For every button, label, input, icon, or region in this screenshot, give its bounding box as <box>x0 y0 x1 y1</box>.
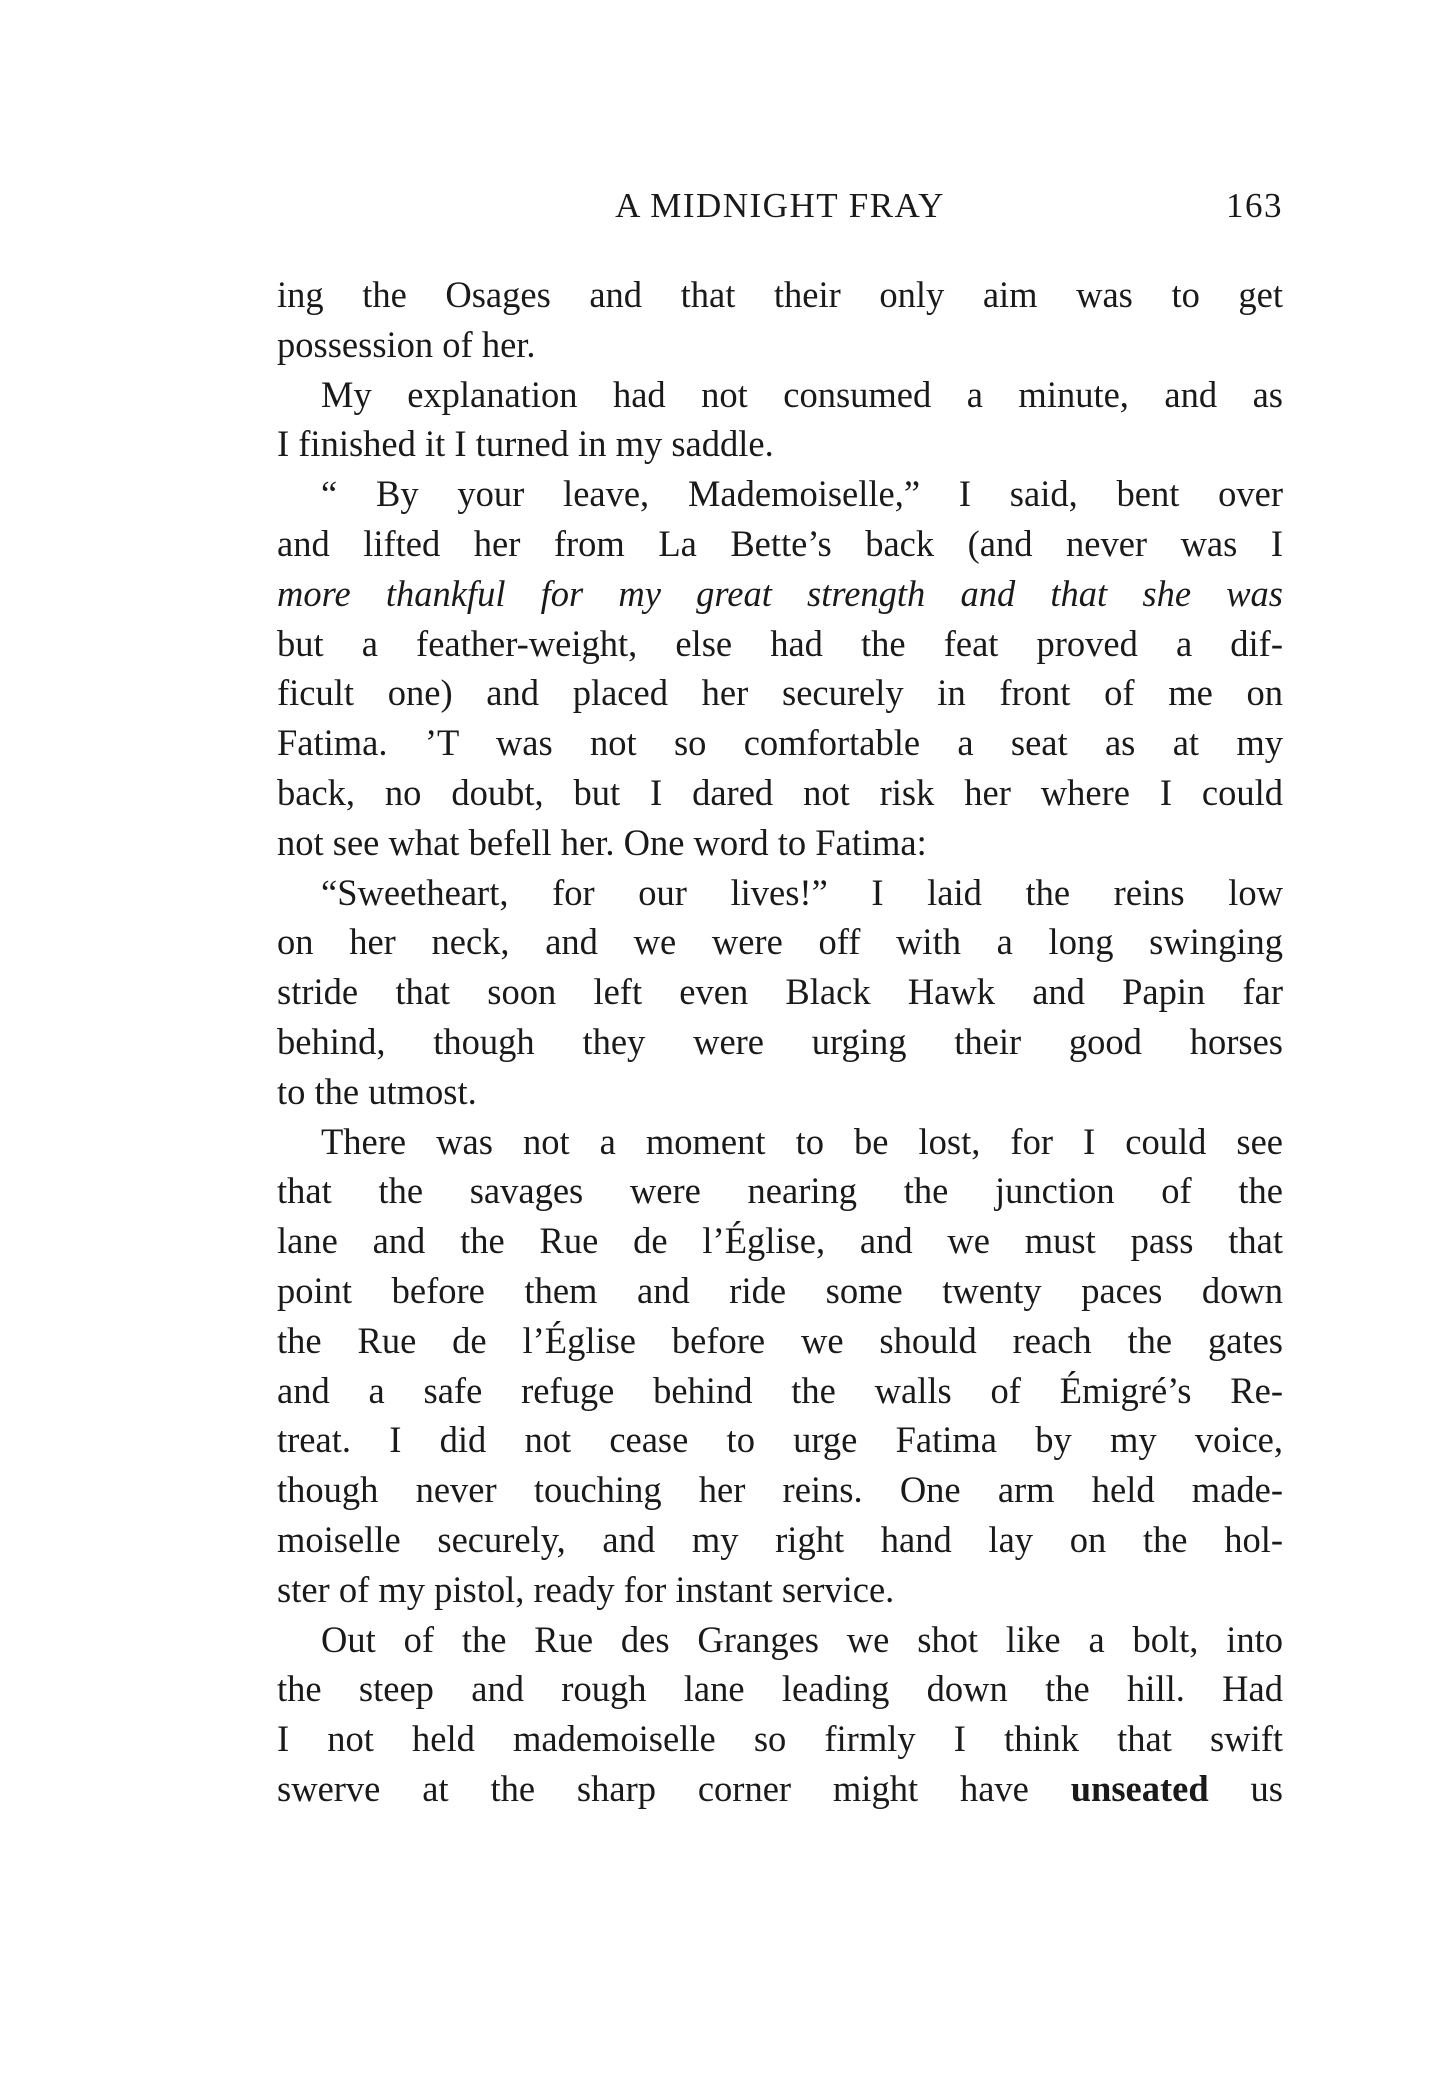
text-line: that the savages were nearing the junction of the <box>277 1170 1283 1212</box>
text-line: lane and the Rue de l’Église, and we must pass that <box>277 1220 1283 1262</box>
text-line: point before them and ride some twenty paces down <box>277 1269 1283 1311</box>
text-line: more thankful for my great strength and that she was <box>277 572 1283 614</box>
text-line: ing the Osages and that their only aim was to get <box>277 274 1283 315</box>
text-line: stride that soon left even Black Hawk and Papin far <box>277 971 1283 1013</box>
text-line: ficult one) and placed her securely in front of me on <box>277 672 1283 714</box>
text-line: moiselle securely, and my right hand lay on the hol- <box>277 1518 1283 1560</box>
text-line: though never touching her reins. One arm held made- <box>277 1469 1283 1511</box>
text-line: My explanation had not consumed a minute, and as <box>321 373 1283 415</box>
text-line: the steep and rough lane leading down the hill. Had <box>277 1668 1283 1710</box>
text-line: the Rue de l’Église before we should reach the gates <box>277 1319 1283 1361</box>
text-line <box>277 1764 1283 1814</box>
text-line: to the utmost. <box>277 1070 477 1112</box>
text-line: possession of her. <box>277 323 536 365</box>
text-fragment: swerve at the sharp corner might have <box>277 1767 1071 1809</box>
text-line: behind, though they were urging their good horses <box>277 1020 1283 1062</box>
text-line: treat. I did not cease to urge Fatima by my voice, <box>277 1419 1283 1461</box>
text-line: Out of the Rue des Granges we shot like a bolt, into <box>321 1618 1283 1660</box>
text-line: and lifted her from La Bette’s back (and never was I <box>277 522 1283 564</box>
body-text <box>277 270 1283 1814</box>
text-line: back, no doubt, but I dared not risk her where I could <box>277 771 1283 813</box>
text-line: but a feather-weight, else had the feat proved a dif- <box>277 622 1283 664</box>
running-head <box>277 186 1283 236</box>
running-title: A MIDNIGHT FRAY <box>615 186 945 225</box>
text-line: on her neck, and we were off with a long swinging <box>277 921 1283 963</box>
text-line: ster of my pistol, ready for instant service. <box>277 1568 895 1610</box>
text-line: not see what befell her. One word to Fatima: <box>277 821 927 863</box>
text-line: and a safe refuge behind the walls of Émigré’s Re- <box>277 1369 1283 1411</box>
bold-word: unseated <box>1070 1767 1209 1809</box>
text-line: “ By your leave, Mademoiselle,” I said, bent over <box>321 473 1283 515</box>
text-line: I not held mademoiselle so firmly I think that swift <box>277 1718 1283 1760</box>
text-line: I finished it I turned in my saddle. <box>277 423 774 465</box>
text-line: “Sweetheart, for our lives!” I laid the reins low <box>321 871 1283 913</box>
page-number: 163 <box>1226 186 1283 225</box>
text-fragment: us <box>1208 1767 1283 1809</box>
text-line: There was not a moment to be lost, for I could see <box>321 1120 1283 1162</box>
text-line: Fatima. ’T was not so comfortable a seat as at my <box>277 722 1283 764</box>
